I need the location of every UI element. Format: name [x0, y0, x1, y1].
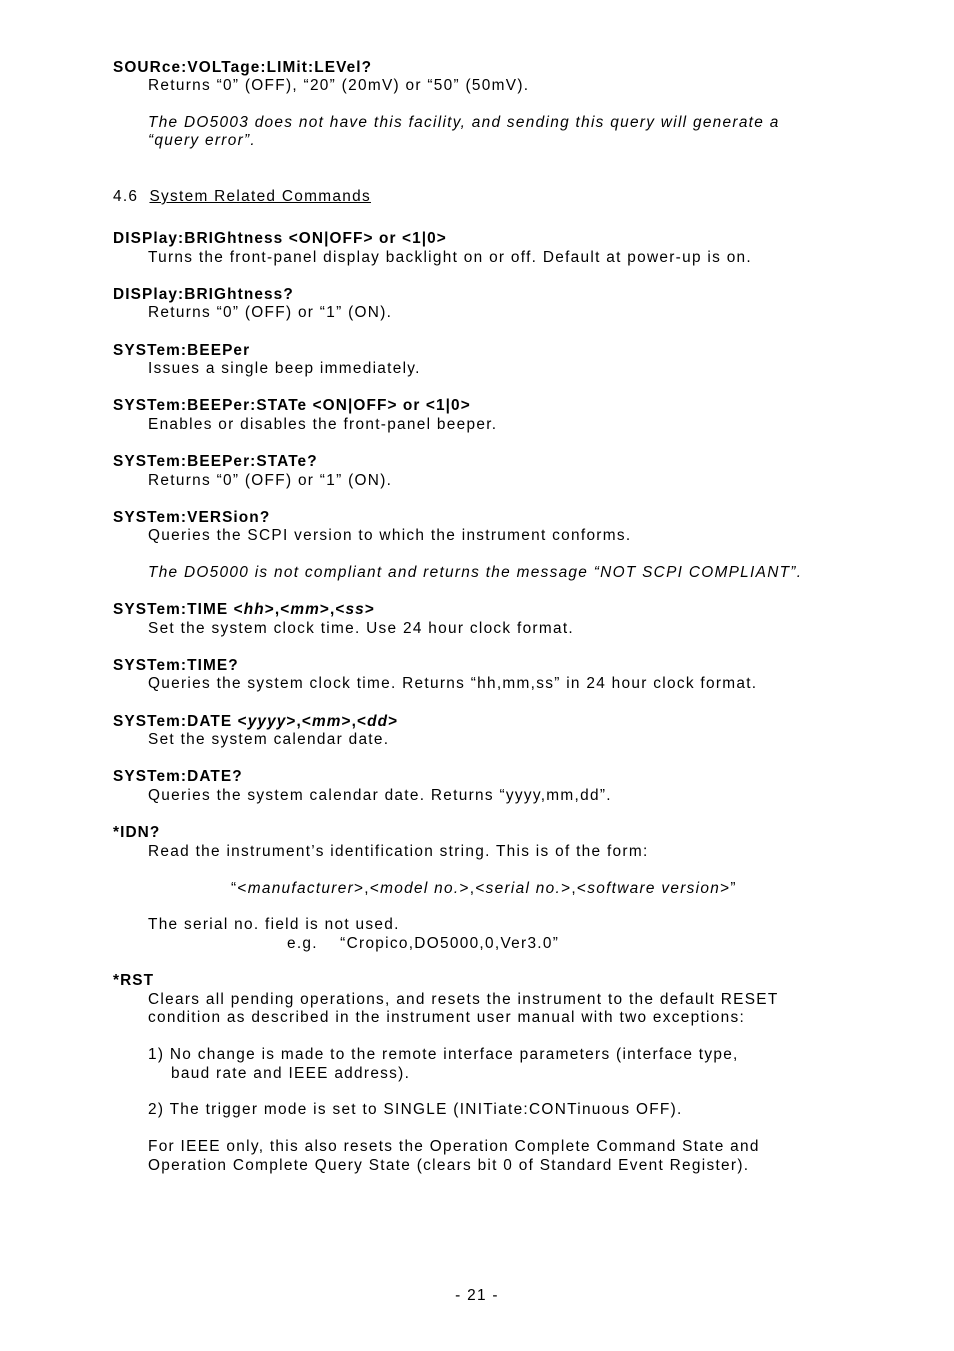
- heading-sep: >,<: [341, 713, 368, 730]
- format-sep: >,<: [561, 880, 588, 897]
- field-model-no: model no.: [380, 880, 460, 897]
- command-note: The DO5000 is not compliant and returns the message “NOT SCPI COMPLIANT”.: [148, 564, 803, 581]
- param-yyyy: yyyy: [247, 713, 287, 730]
- command-note: “query error”.: [148, 132, 256, 149]
- heading-text: SYSTem:TIME <: [113, 601, 244, 618]
- rst-ieee-note: For IEEE only, this also resets the Operation Complete Command State and: [148, 1138, 760, 1155]
- page-number: - 21 -: [455, 1287, 499, 1304]
- rst-exception-1-cont: baud rate and IEEE address).: [171, 1065, 411, 1082]
- field-software-version: software version: [587, 880, 721, 897]
- heading-sep: >,<: [264, 601, 291, 618]
- command-description: Returns “0” (OFF) or “1” (ON).: [148, 304, 393, 321]
- command-heading-beeper-state: SYSTem:BEEPer:STATe <ON|OFF> or <1|0>: [113, 397, 471, 414]
- param-dd: dd: [367, 713, 389, 730]
- command-heading-date: [113, 713, 398, 731]
- section-title: [113, 188, 371, 206]
- field-serial-no: serial no.: [485, 880, 562, 897]
- command-description: The serial no. field is not used.: [148, 916, 400, 933]
- command-description: Read the instrument’s identification string. This is of the form:: [148, 843, 649, 860]
- rst-exception-1: 1) No change is made to the remote interface parameters (interface type,: [148, 1046, 739, 1063]
- command-heading-version: SYSTem:VERSion?: [113, 509, 271, 526]
- idn-format: [231, 880, 737, 898]
- command-note: The DO5003 does not have this facility, and sending this query will generate a: [148, 114, 780, 131]
- command-heading-time-query: SYSTem:TIME?: [113, 657, 239, 674]
- format-sep: >,<: [459, 880, 486, 897]
- heading-text: SYSTem:DATE <: [113, 713, 248, 730]
- field-manufacturer: manufacturer: [247, 880, 354, 897]
- command-heading-beeper: SYSTem:BEEPer: [113, 342, 251, 359]
- command-description: Issues a single beep immediately.: [148, 360, 421, 377]
- command-description: Set the system clock time. Use 24 hour clock format.: [148, 620, 574, 637]
- command-description: Turns the front-panel display backlight on or off. Default at power-up is on.: [148, 249, 752, 266]
- command-heading-rst: *RST: [113, 972, 155, 989]
- command-description: Enables or disables the front-panel beeper.: [148, 416, 498, 433]
- command-description: Returns “0” (OFF), “20” (20mV) or “50” (50mV).: [148, 77, 530, 94]
- param-mm: mm: [311, 713, 342, 730]
- format-sep: “<: [231, 880, 248, 897]
- command-heading-idn: *IDN?: [113, 824, 161, 841]
- command-description: Set the system calendar date.: [148, 731, 390, 748]
- param-ss: ss: [345, 601, 365, 618]
- command-description: Queries the system clock time. Returns “hh,mm,ss” in 24 hour clock format.: [148, 675, 758, 692]
- heading-sep: >,<: [286, 713, 312, 730]
- command-description: Clears all pending operations, and resets the instrument to the default RESET: [148, 991, 779, 1008]
- command-heading-voltage-limit-query: SOURce:VOLTage:LIMit:LEVel?: [113, 59, 373, 76]
- command-heading-date-query: SYSTem:DATE?: [113, 768, 243, 785]
- heading-sep: >: [388, 713, 399, 730]
- command-heading-display-brightness: DISPlay:BRIGhtness <ON|OFF> or <1|0>: [113, 230, 447, 247]
- heading-sep: >,<: [319, 601, 346, 618]
- param-mm: mm: [290, 601, 320, 618]
- command-description: Queries the system calendar date. Returns “yyyy,mm,dd”.: [148, 787, 612, 804]
- format-sep: >”: [720, 880, 737, 897]
- idn-example: e.g. “Cropico,DO5000,0,Ver3.0”: [287, 935, 560, 952]
- command-heading-display-brightness-query: DISPlay:BRIGhtness?: [113, 286, 294, 303]
- command-heading-beeper-state-query: SYSTem:BEEPer:STATe?: [113, 453, 318, 470]
- command-heading-time: [113, 601, 375, 619]
- format-sep: >,<: [354, 880, 381, 897]
- rst-exception-2: 2) The trigger mode is set to SINGLE (INITiate:CONTinuous OFF).: [148, 1101, 683, 1118]
- section-number: 4.6: [113, 188, 139, 205]
- command-description: Queries the SCPI version to which the instrument conforms.: [148, 527, 632, 544]
- section-title-text: System Related Commands: [149, 188, 371, 205]
- command-description: condition as described in the instrument user manual with two exceptions:: [148, 1009, 746, 1026]
- rst-ieee-note: Operation Complete Query State (clears bit 0 of Standard Event Register).: [148, 1157, 750, 1174]
- param-hh: hh: [243, 601, 265, 618]
- command-description: Returns “0” (OFF) or “1” (ON).: [148, 472, 393, 489]
- heading-sep: >: [364, 601, 375, 618]
